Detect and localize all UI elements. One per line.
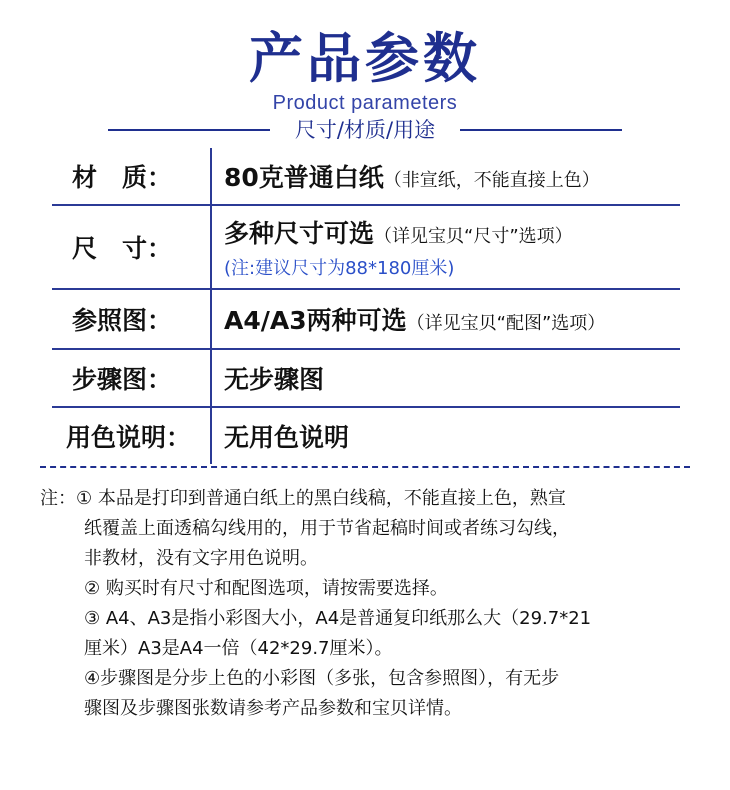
subtitle-line-left [108,129,270,131]
note-line: 注：① 本品是打印到普通白纸上的黑白线稿，不能直接上色，熟宣 [40,488,566,509]
param-label: 材 质： [52,148,212,204]
param-main: A4/A3两种可选（详见宝贝“配图”选项） [224,306,606,335]
param-main: 80克普通白纸（非宣纸，不能直接上色） [224,163,600,192]
param-main: 多种尺寸可选（详见宝贝“尺寸”选项） [224,219,573,248]
note-line: 厘米）A3是A4一倍（42*29.7厘米）。 [84,638,393,659]
param-value [224,148,680,204]
param-value [224,206,680,288]
param-label: 步骤图： [52,350,212,406]
param-note: （详见宝贝“尺寸”选项） [374,226,573,247]
param-value [224,408,680,464]
note-line: 骤图及步骤图张数请参考产品参数和宝贝详情。 [84,698,462,719]
param-main: 无用色说明 [224,423,350,452]
page-title: 产品参数 [249,27,481,90]
note-line: 纸覆盖上面透稿勾线用的，用于节省起稿时间或者练习勾线， [84,518,570,539]
param-label: 用色说明： [52,408,212,464]
param-row-reference [52,290,680,350]
param-row-size [52,206,680,290]
param-value [224,290,680,348]
param-row-material [52,148,680,206]
param-label: 参照图： [52,290,212,348]
param-note: （非宣纸，不能直接上色） [383,170,600,191]
subtitle-chinese: 尺寸/材质/用途 [294,118,436,142]
note-line: ④步骤图是分步上色的小彩图（多张，包含参照图），有无步 [84,668,560,689]
param-extra-note: (注:建议尺寸为88*180厘米) [224,258,455,279]
param-row-colors [52,408,680,464]
params-table [52,148,680,464]
param-main: 无步骤图 [224,365,325,394]
subtitle-row [108,116,622,144]
param-row-steps [52,350,680,408]
dashed-divider [40,466,690,468]
note-line: ② 购买时有尺寸和配图选项，请按需要选择。 [84,578,448,599]
subtitle-english: Product parameters [272,92,458,114]
note-line: ③ A4、A3是指小彩图大小，A4是普通复印纸那么大（29.7*21 [84,608,592,629]
param-label: 尺 寸： [52,206,212,288]
param-note: （详见宝贝“配图”选项） [406,313,606,334]
subtitle-line-right [460,129,622,131]
note-line: 非教材，没有文字用色说明。 [84,548,318,569]
notes-section [40,484,680,724]
param-value [224,350,680,406]
